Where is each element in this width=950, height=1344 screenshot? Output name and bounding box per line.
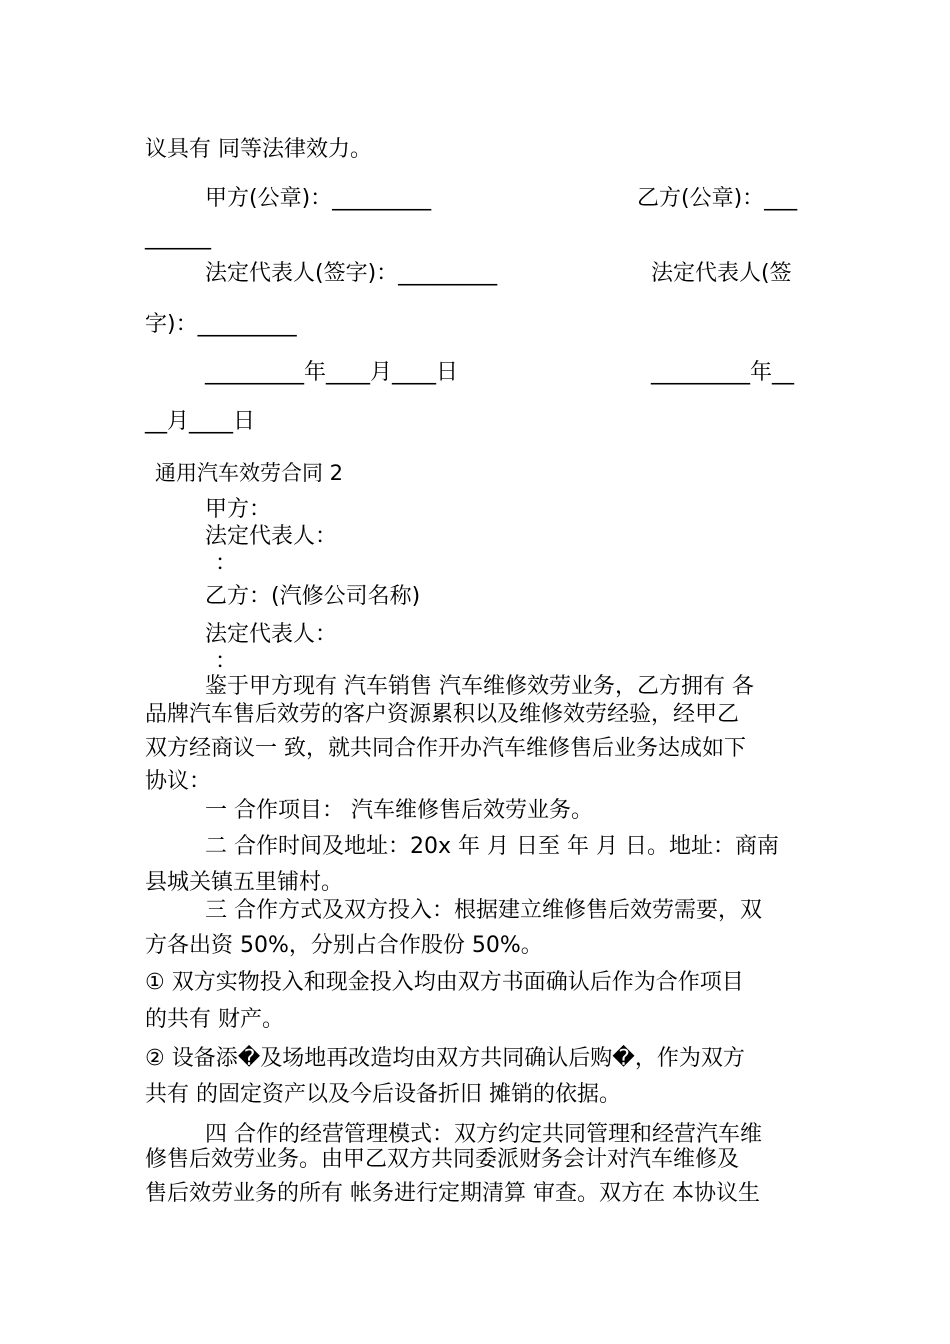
party-a-date-line: _________年____月____日: [205, 360, 459, 385]
paragraph-line: 的共有 财产。: [145, 1007, 284, 1032]
text-line: __月____日: [145, 409, 256, 434]
paragraph-line: 品牌汽车售后效劳的客户资源累积以及维修效劳经验，经甲乙: [145, 702, 740, 727]
item-two: ② 设备添�及场地再改造均由双方共同确认后购�，作为双方: [145, 1046, 745, 1071]
party-a-seal-line: 甲方(公章)：_________: [205, 186, 432, 211]
paragraph-line: 协议：: [145, 769, 212, 794]
text-line: ______: [145, 225, 211, 250]
paragraph-line: 修售后效劳业务。由甲乙双方共同委派财务会计对汽车维修及: [145, 1147, 740, 1172]
paragraph-line: 鉴于甲方现有 汽车销售 汽车维修效劳业务，乙方拥有 各: [205, 674, 754, 699]
paragraph-line: 方各出资 50%，分别占合作股份 50%。: [145, 933, 543, 958]
party-b-date-line: _________年__: [651, 360, 795, 385]
party-a-representative-label: 法定代表人：: [205, 524, 338, 549]
paragraph-line: 售后效劳业务的所有 帐务进行定期清算 审查。双方在 本协议生: [145, 1181, 760, 1206]
paragraph-line: 共有 的固定资产以及今后设备折旧 摊销的依据。: [145, 1082, 621, 1107]
clause-four: 四 合作的经营管理模式：双方约定共同管理和经营汽车维: [205, 1122, 762, 1147]
party-b-representative-line: 法定代表人(签: [651, 261, 792, 286]
text-line: ：: [215, 649, 238, 674]
paragraph-line: 县城关镇五里铺村。: [145, 870, 344, 895]
clause-one: 一 合作项目： 汽车维修售后效劳业务。: [205, 798, 593, 823]
party-a-label: 甲方：: [205, 497, 272, 522]
contract-title: 通用汽车效劳合同 2: [155, 461, 344, 485]
paragraph-line: 双方经商议一 致，就共同合作开办汽车维修售后业务达成如下: [145, 736, 746, 761]
text-line: 议具有 同等法律效力。: [145, 137, 372, 162]
party-b-label: 乙方：(汽修公司名称): [205, 584, 421, 609]
text-line: 字)：_________: [145, 312, 297, 337]
text-line: ：: [215, 551, 238, 576]
party-b-seal-line: 乙方(公章)：___: [637, 186, 798, 211]
item-one: ① 双方实物投入和现金投入均由双方书面确认后作为合作项目: [145, 970, 744, 995]
party-a-representative-line: 法定代表人(签字)：_________: [205, 261, 498, 286]
clause-three: 三 合作方式及双方投入：根据建立维修售后效劳需要，双: [205, 898, 762, 923]
clause-two: 二 合作时间及地址：20x 年 月 日至 年 月 日。地址：商南: [205, 834, 779, 859]
party-b-representative-label: 法定代表人：: [205, 622, 338, 647]
